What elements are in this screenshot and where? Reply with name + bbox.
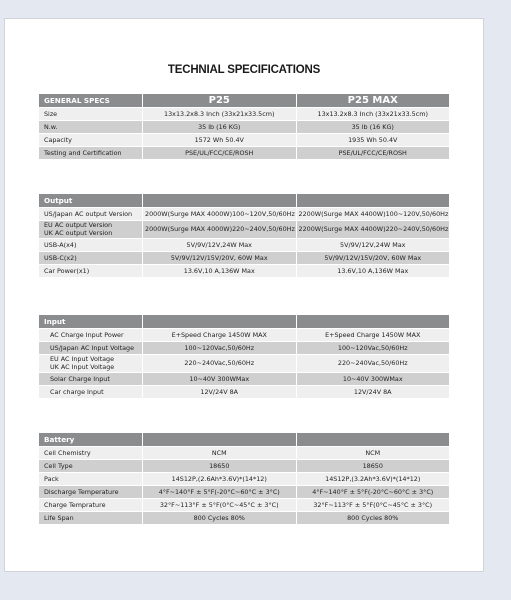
spec-value-p25: 2000W(Surge MAX 4000W)100~120V,50/60Hz: [145, 210, 295, 218]
table-row: [39, 355, 449, 372]
column-header-p25-max: P25 MAX: [297, 94, 450, 107]
general-specs-table: [38, 93, 450, 160]
table-row: [39, 447, 449, 459]
spec-value-p25-max: 18650: [297, 460, 450, 472]
spec-label: N.w.: [39, 121, 142, 133]
spec-value-p25: 10~40V 300WMax: [143, 373, 296, 385]
table-row: [39, 373, 449, 385]
spec-value-p25: 35 lb (16 KG): [143, 121, 296, 133]
spec-value-p25-max: 4°F~140°F ± 5°F(-20°C~60°C ± 3°C): [297, 486, 450, 498]
spec-label: Cell Type: [39, 460, 142, 472]
spec-label-line-2: UK AC output Version: [44, 228, 113, 237]
spec-value-p25-max: 5V/9V/12V/15V/20V, 60W Max: [297, 252, 450, 264]
spec-label: Car charge Input: [39, 386, 142, 398]
spec-value-p25-max: E+Speed Charge 1450W MAX: [297, 329, 450, 341]
spec-label: Pack: [39, 473, 142, 485]
spec-value-p25-max: 220~240Vac,50/60Hz: [297, 355, 450, 372]
spec-value-p25: 18650: [143, 460, 296, 472]
section-header-general: GENERAL SPECS: [39, 94, 142, 107]
spec-label: Life Span: [39, 512, 142, 524]
table-row: [39, 147, 449, 159]
table-row: [39, 121, 449, 133]
table-row: [39, 473, 449, 485]
spec-value-p25-max: 12V/24V 8A: [297, 386, 450, 398]
spec-label: Capacity: [39, 134, 142, 146]
table-header-row: [39, 433, 449, 446]
column-header-p25: P25: [143, 94, 296, 107]
table-row: [39, 108, 449, 120]
table-row: [39, 134, 449, 146]
table-row: [39, 252, 449, 264]
spec-label: [39, 355, 142, 372]
input-table: [38, 314, 450, 399]
table-row: [39, 499, 449, 511]
spec-sheet-page: [4, 18, 484, 572]
table-row: [39, 265, 449, 277]
spec-value-p25: 100~120Vac,50/60Hz: [143, 342, 296, 354]
table-header-row: [39, 194, 449, 207]
spec-value-p25: 4°F~140°F ± 5°F(-20°C~60°C ± 3°C): [143, 486, 296, 498]
spec-value-p25-max: 35 lb (16 KG): [297, 121, 450, 133]
spec-value-p25: 800 Cycles 80%: [143, 512, 296, 524]
spec-label: US/Japan AC output Version: [39, 208, 142, 220]
spec-value-p25: 5V/9V/12V/15V/20V, 60W Max: [143, 252, 296, 264]
spec-value-p25: 1572 Wh 50.4V: [143, 134, 296, 146]
output-table: [38, 193, 450, 278]
spec-value-p25-max: 13x13.2x8.3 Inch (33x21x33.5cm): [297, 108, 450, 120]
table-row: [39, 486, 449, 498]
spec-label-line-2: UK AC Input Voltage: [50, 362, 115, 371]
spec-value-p25: E+Speed Charge 1450W MAX: [143, 329, 296, 341]
table-header-row: [39, 94, 449, 107]
spec-label: US/Japan AC Input Voltage: [39, 342, 142, 354]
table-header-row: [39, 315, 449, 328]
spec-label: [39, 221, 142, 238]
spec-label: Solar Charge Input: [39, 373, 142, 385]
table-row: [39, 221, 449, 238]
table-row: [39, 239, 449, 251]
spec-label: USB-A(x4): [39, 239, 142, 251]
spec-value-p25: 32°F~113°F ± 5°F(0°C~45°C ± 3°C): [143, 499, 296, 511]
spec-value-p25-max: 13.6V,10 A,136W Max: [297, 265, 450, 277]
battery-table: [38, 432, 450, 525]
spec-value-p25: 12V/24V 8A: [143, 386, 296, 398]
spec-label: USB-C(x2): [39, 252, 142, 264]
spec-value-p25-max: PSE/UL/FCC/CE/ROSH: [297, 147, 450, 159]
table-row: [39, 460, 449, 472]
spec-label: Size: [39, 108, 142, 120]
spec-value-p25: PSE/UL/FCC/CE/ROSH: [143, 147, 296, 159]
spec-label: AC Charge Input Power: [39, 329, 142, 341]
spec-label: Charge Temprature: [39, 499, 142, 511]
spec-value-p25: NCM: [143, 447, 296, 459]
spec-value-p25-max: 100~120Vac,50/60Hz: [297, 342, 450, 354]
section-header-output: Output: [39, 194, 142, 207]
spec-value-p25-max: 2200W(Surge MAX 4400W)100~120V,50/60Hz: [298, 210, 449, 218]
table-row: [39, 512, 449, 524]
spec-value-p25-max: 800 Cycles 80%: [297, 512, 450, 524]
table-row: [39, 208, 449, 220]
spec-value-p25-max: 5V/9V/12V,24W Max: [297, 239, 450, 251]
spec-label: Cell Chemistry: [39, 447, 142, 459]
spec-value-p25-max: 32°F~113°F ± 5°F(0°C~45°C ± 3°C): [297, 499, 450, 511]
table-row: [39, 386, 449, 398]
spec-label-line-1: EU AC output Version: [44, 221, 113, 229]
spec-label: Discharge Temperature: [39, 486, 142, 498]
spec-value-p25: 5V/9V/12V,24W Max: [143, 239, 296, 251]
spec-value-p25-max: 2200W(Surge MAX 4400W)220~240V,50/60Hz: [297, 221, 450, 238]
spec-value-p25: 220~240Vac,50/60Hz: [143, 355, 296, 372]
section-header-input: Input: [39, 315, 142, 328]
spec-value-p25: 14S12P,(2.6Ah*3.6V)*(14*12): [143, 473, 296, 485]
table-row: [39, 342, 449, 354]
spec-value-p25-max: 1935 Wh 50.4V: [297, 134, 450, 146]
spec-value-p25: 2000W(Surge MAX 4000W)220~240V,50/60Hz: [143, 221, 296, 238]
spec-value-p25: 13.6V,10 A,136W Max: [143, 265, 296, 277]
spec-label-line-1: EU AC Input Voltage: [50, 355, 115, 363]
spec-value-p25-max: NCM: [297, 447, 450, 459]
table-row: [39, 329, 449, 341]
section-header-battery: Battery: [39, 433, 142, 446]
spec-value-p25-max: 14S12P,(3.2Ah*3.6V)*(14*12): [297, 473, 450, 485]
spec-label: Testing and Certification: [39, 147, 142, 159]
spec-label: Car Power(x1): [39, 265, 142, 277]
spec-value-p25: 13x13.2x8.3 Inch (33x21x33.5cm): [143, 108, 296, 120]
page-title: TECHNIAL SPECIFICATIONS: [167, 64, 321, 76]
spec-value-p25-max: 10~40V 300WMax: [297, 373, 450, 385]
